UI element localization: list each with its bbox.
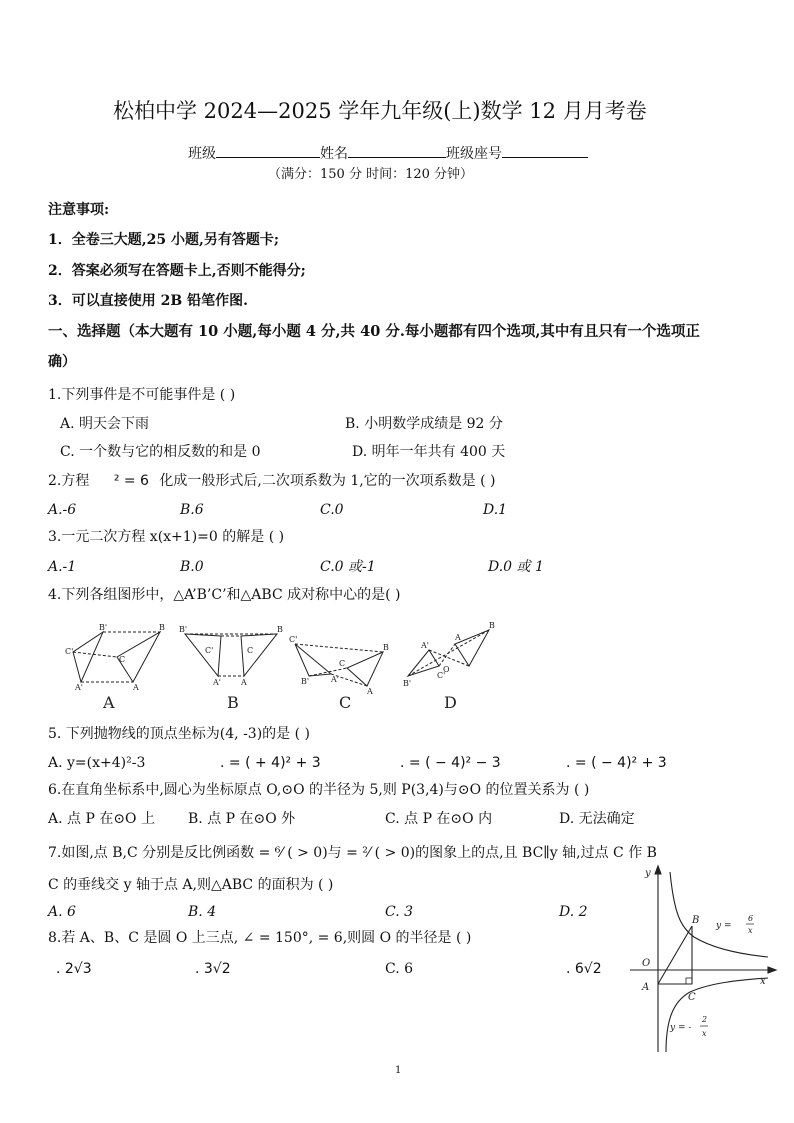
q1-option-a[interactable]: A. 明天会下雨 [60,416,150,432]
notes-heading: 注意事项: [48,202,110,218]
question-6-stem: 6.在直角坐标系中,圆心为坐标原点 O,⊙O 的半径为 5,则 P(3,4)与⊙O 的位置关系为 ( ) [48,782,590,798]
svg-text:B': B' [179,625,188,634]
segment-ab [658,926,692,984]
note-item: 1．全卷三大题,25 小题,另有答题卡; [48,232,280,248]
q3-option-d[interactable]: D.0 或 1 [488,559,544,575]
svg-text:A: A [241,678,247,687]
svg-text:A': A' [331,675,339,684]
question-5-stem: 5. 下列抛物线的顶点坐标为(4, -3)的是 ( ) [48,726,311,742]
upper-curve-den: x [748,926,753,935]
graph-point-b: B [692,915,700,926]
svg-text:A: A [455,633,461,642]
question-8-stem: 8.若 A、B、C 是圆 O 上三点, ∠ = 150°, = 6,则圆 O 的半径是 ( ) [48,930,472,946]
q4-letter-a: A [103,693,115,712]
svg-text:C': C' [205,646,214,655]
q1-option-c[interactable]: C. 一个数与它的相反数的和是 0 [60,444,261,460]
name-field[interactable] [348,143,446,158]
q5-option-d[interactable]: . = ( − 4)² + 3 [566,755,667,771]
q4-figure-b [185,634,277,676]
svg-text:B': B' [99,623,108,632]
section-heading: 一、选择题（本大题有 10 小题,每小题 4 分,共 40 分.每小题都有四个选项,其中有且只有一个选项正 [48,323,700,340]
svg-text:O: O [443,665,450,674]
upper-curve-num: 6 [748,914,754,923]
q2-option-d[interactable]: D.1 [483,502,508,518]
q3-option-a[interactable]: A.-1 [48,559,77,575]
q2-stem-b: 化成一般形式后,二次项系数为 1,它的一次项系数是 ( ) [159,473,496,489]
question-7-stem-cont: C 的垂线交 y 轴于点 A,则△ABC 的面积为 ( ) [48,877,334,893]
question-3-stem: 3.一元二次方程 x(x+1)=0 的解是 ( ) [48,529,285,545]
q6-option-d[interactable]: D. 无法确定 [559,811,635,827]
q4-letter-b: B [227,693,239,712]
curve-y-neg2-over-x [666,978,768,1052]
lower-curve-num: 2 [702,1015,708,1024]
graph-x-label: x [760,976,766,987]
q4-figures [55,620,515,716]
svg-text:A': A' [213,678,221,687]
exam-meta: （满分：150 分 时间：120 分钟） [268,167,474,182]
graph-point-a: A [642,982,650,993]
svg-text:C: C [119,655,126,664]
graph-y-label: y [645,868,651,879]
q2-option-c[interactable]: C.0 [320,502,344,518]
lower-curve-den: x [702,1029,707,1038]
q4-letter-d: D [444,693,457,712]
q6-option-b[interactable]: B. 点 P 在⊙O 外 [188,811,296,827]
class-field[interactable] [216,143,320,158]
name-label: 姓名 [320,146,348,162]
question-4-stem: 4.下列各组图形中，△A’B’C’和△ABC 成对称中心的是( ) [48,587,401,603]
svg-text:C: C [339,659,346,668]
q8-option-a[interactable]: . 2√3 [56,961,92,977]
svg-text:B': B' [301,677,310,686]
svg-text:C': C' [437,671,446,680]
q4-letter-c: C [339,693,352,712]
curve-y-6-over-x [670,872,768,957]
q1-option-b[interactable]: B. 小明数学成绩是 92 分 [345,416,503,432]
q7-option-c[interactable]: C. 3 [385,904,414,920]
graph-origin-label: O [642,958,651,969]
q2-stem-a: 2.方程 [48,473,90,489]
q1-option-d[interactable]: D. 明年一年共有 400 天 [352,444,506,460]
q3-option-c[interactable]: C.0 或-1 [320,559,376,575]
graph-point-c: C [688,992,696,1003]
q5-option-a[interactable]: A. y=(x+4)²-3 [48,755,146,771]
q5-option-b[interactable]: . = ( + 4)² + 3 [220,755,321,771]
svg-text:C: C [247,646,254,655]
q5-option-c[interactable]: . = ( − 4)² − 3 [400,755,501,771]
upper-curve-label: y = [716,921,732,931]
svg-text:C': C' [289,635,298,644]
svg-text:A': A' [75,683,83,692]
q8-option-c[interactable]: C. 6 [385,961,414,977]
q6-option-a[interactable]: A. 点 P 在⊙O 上 [48,811,155,827]
q2-equation: ² = 6 [113,473,149,489]
q7-option-d[interactable]: D. 2 [559,904,588,920]
q2-option-b[interactable]: B.6 [180,502,204,518]
q4-figure-a [73,632,160,682]
svg-text:B': B' [403,679,412,688]
svg-text:B: B [489,621,495,630]
question-1-stem: 1.下列事件是不可能事件是 ( ) [48,387,236,403]
page-title: 松柏中学 2024—2025 学年九年级(上)数学 12 月月考卷 [113,99,647,123]
svg-text:C': C' [65,647,74,656]
question-2-stem [48,474,496,488]
q7-graph [620,862,780,1057]
seat-label: 班级座号 [446,146,502,162]
right-angle-mark [686,978,692,984]
seat-field[interactable] [502,143,588,158]
q2-option-a[interactable]: A.-6 [48,502,77,518]
section-heading-cont: 确） [48,354,76,370]
q6-option-c[interactable]: C. 点 P 在⊙O 内 [385,811,493,827]
lower-curve-label: y = - [670,1023,692,1033]
page-number: 1 [395,1065,402,1076]
svg-text:A': A' [421,641,429,650]
q8-option-b[interactable]: . 3√2 [195,961,231,977]
note-item: 2．答案必须写在答题卡上,否则不能得分; [48,263,306,279]
student-info-line [188,143,588,161]
note-item: 3．可以直接使用 2B 铅笔作图. [48,293,248,309]
svg-text:A: A [133,683,139,692]
question-7-stem: 7.如图,点 B,C 分别是反比例函数 = ⁶⁄ ( > 0)与 = ²⁄ ( > 0)的图象上的点,且 BC∥y 轴,过点 C 作 B [48,845,657,861]
svg-text:B: B [383,643,389,652]
q7-option-b[interactable]: B. 4 [188,904,217,920]
q7-option-a[interactable]: A. 6 [48,904,76,920]
svg-text:B: B [159,623,165,632]
q3-option-b[interactable]: B.0 [180,559,204,575]
class-label: 班级 [188,146,216,162]
q8-option-d[interactable]: . 6√2 [566,961,602,977]
svg-text:B: B [277,625,283,634]
svg-text:A: A [367,687,373,696]
